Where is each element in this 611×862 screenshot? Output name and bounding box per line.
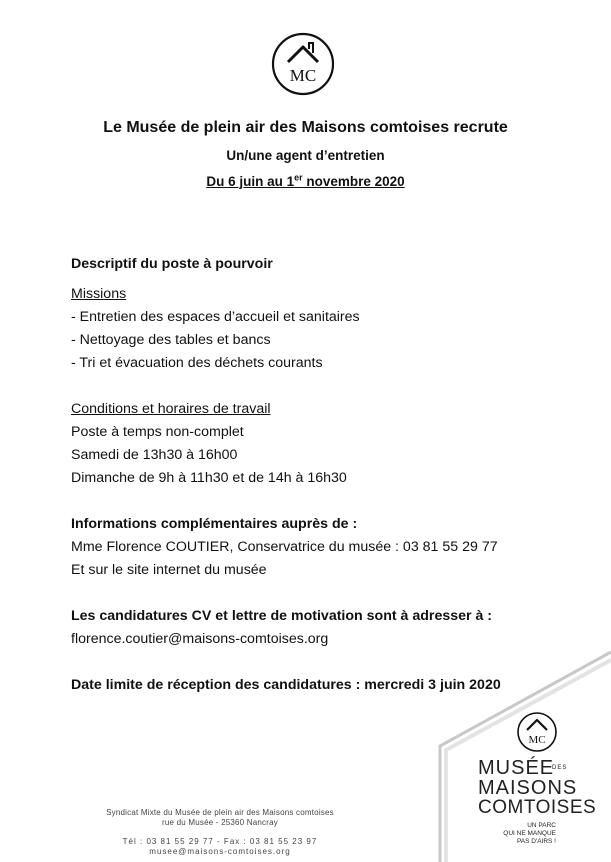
footer-phone: Tél : 03 81 55 29 77 - Fax : 03 81 55 23 97 <box>122 837 318 846</box>
conditions-heading: Conditions et horaires de travail <box>71 401 271 417</box>
descriptif-heading: Descriptif du poste à pourvoir <box>71 256 273 272</box>
brand-word-maisons: MAISONS <box>478 777 578 799</box>
missions-heading: Missions <box>71 286 127 302</box>
candidatures-heading: Les candidatures CV et lettre de motivation sont à adresser à : <box>71 608 493 624</box>
footer-line: rue du Musée - 25360 Nancray <box>162 818 278 827</box>
info-line: Mme Florence COUTIER, Conservatrice du musée : 03 81 55 29 77 <box>71 539 498 555</box>
info-line: Et sur le site internet du musée <box>71 562 267 578</box>
brand-wordmark <box>478 758 598 846</box>
footer-address <box>70 808 370 857</box>
brand-tagline: UN PARC QUI NE MANQUE PAS D'AIRS ! <box>503 822 556 845</box>
brand-word-musee: MUSÉE <box>478 757 555 779</box>
museum-logo <box>271 28 335 98</box>
footer-email[interactable]: musee@maisons-comtoises.org <box>149 847 291 856</box>
brand-house-icon <box>515 708 559 754</box>
mission-item: - Tri et évacuation des déchets courants <box>71 355 323 371</box>
condition-item: Poste à temps non-complet <box>71 424 244 440</box>
svg-text:MC: MC <box>528 734 546 746</box>
footer-line: Syndicat Mixte du Musée de plein air des Maisons comtoises <box>106 808 334 817</box>
mission-item: - Entretien des espaces d’accueil et sanitaires <box>71 309 360 325</box>
svg-text:MC: MC <box>289 66 317 85</box>
condition-item: Dimanche de 9h à 11h30 et de 14h à 16h30 <box>71 470 347 486</box>
brand-word-des: DES <box>552 765 568 771</box>
logo-house-icon <box>271 28 335 98</box>
brand-logo <box>515 708 559 754</box>
deadline: Date limite de réception des candidatures : mercredi 3 juin 2020 <box>71 677 501 693</box>
job-title: Un/une agent d’entretien <box>226 148 385 163</box>
job-description <box>71 253 591 697</box>
brand-word-comtoises: COMTOISES <box>478 797 597 818</box>
page-title: Le Musée de plein air des Maisons comtoises recrute <box>103 119 508 136</box>
mission-item: - Nettoyage des tables et bancs <box>71 332 271 348</box>
info-heading: Informations complémentaires auprès de : <box>71 516 358 532</box>
condition-item: Samedi de 13h30 à 16h00 <box>71 447 238 463</box>
job-dates: Du 6 juin au 1er novembre 2020 <box>206 172 405 189</box>
contact-email[interactable]: florence.coutier@maisons-comtoises.org <box>71 631 329 647</box>
